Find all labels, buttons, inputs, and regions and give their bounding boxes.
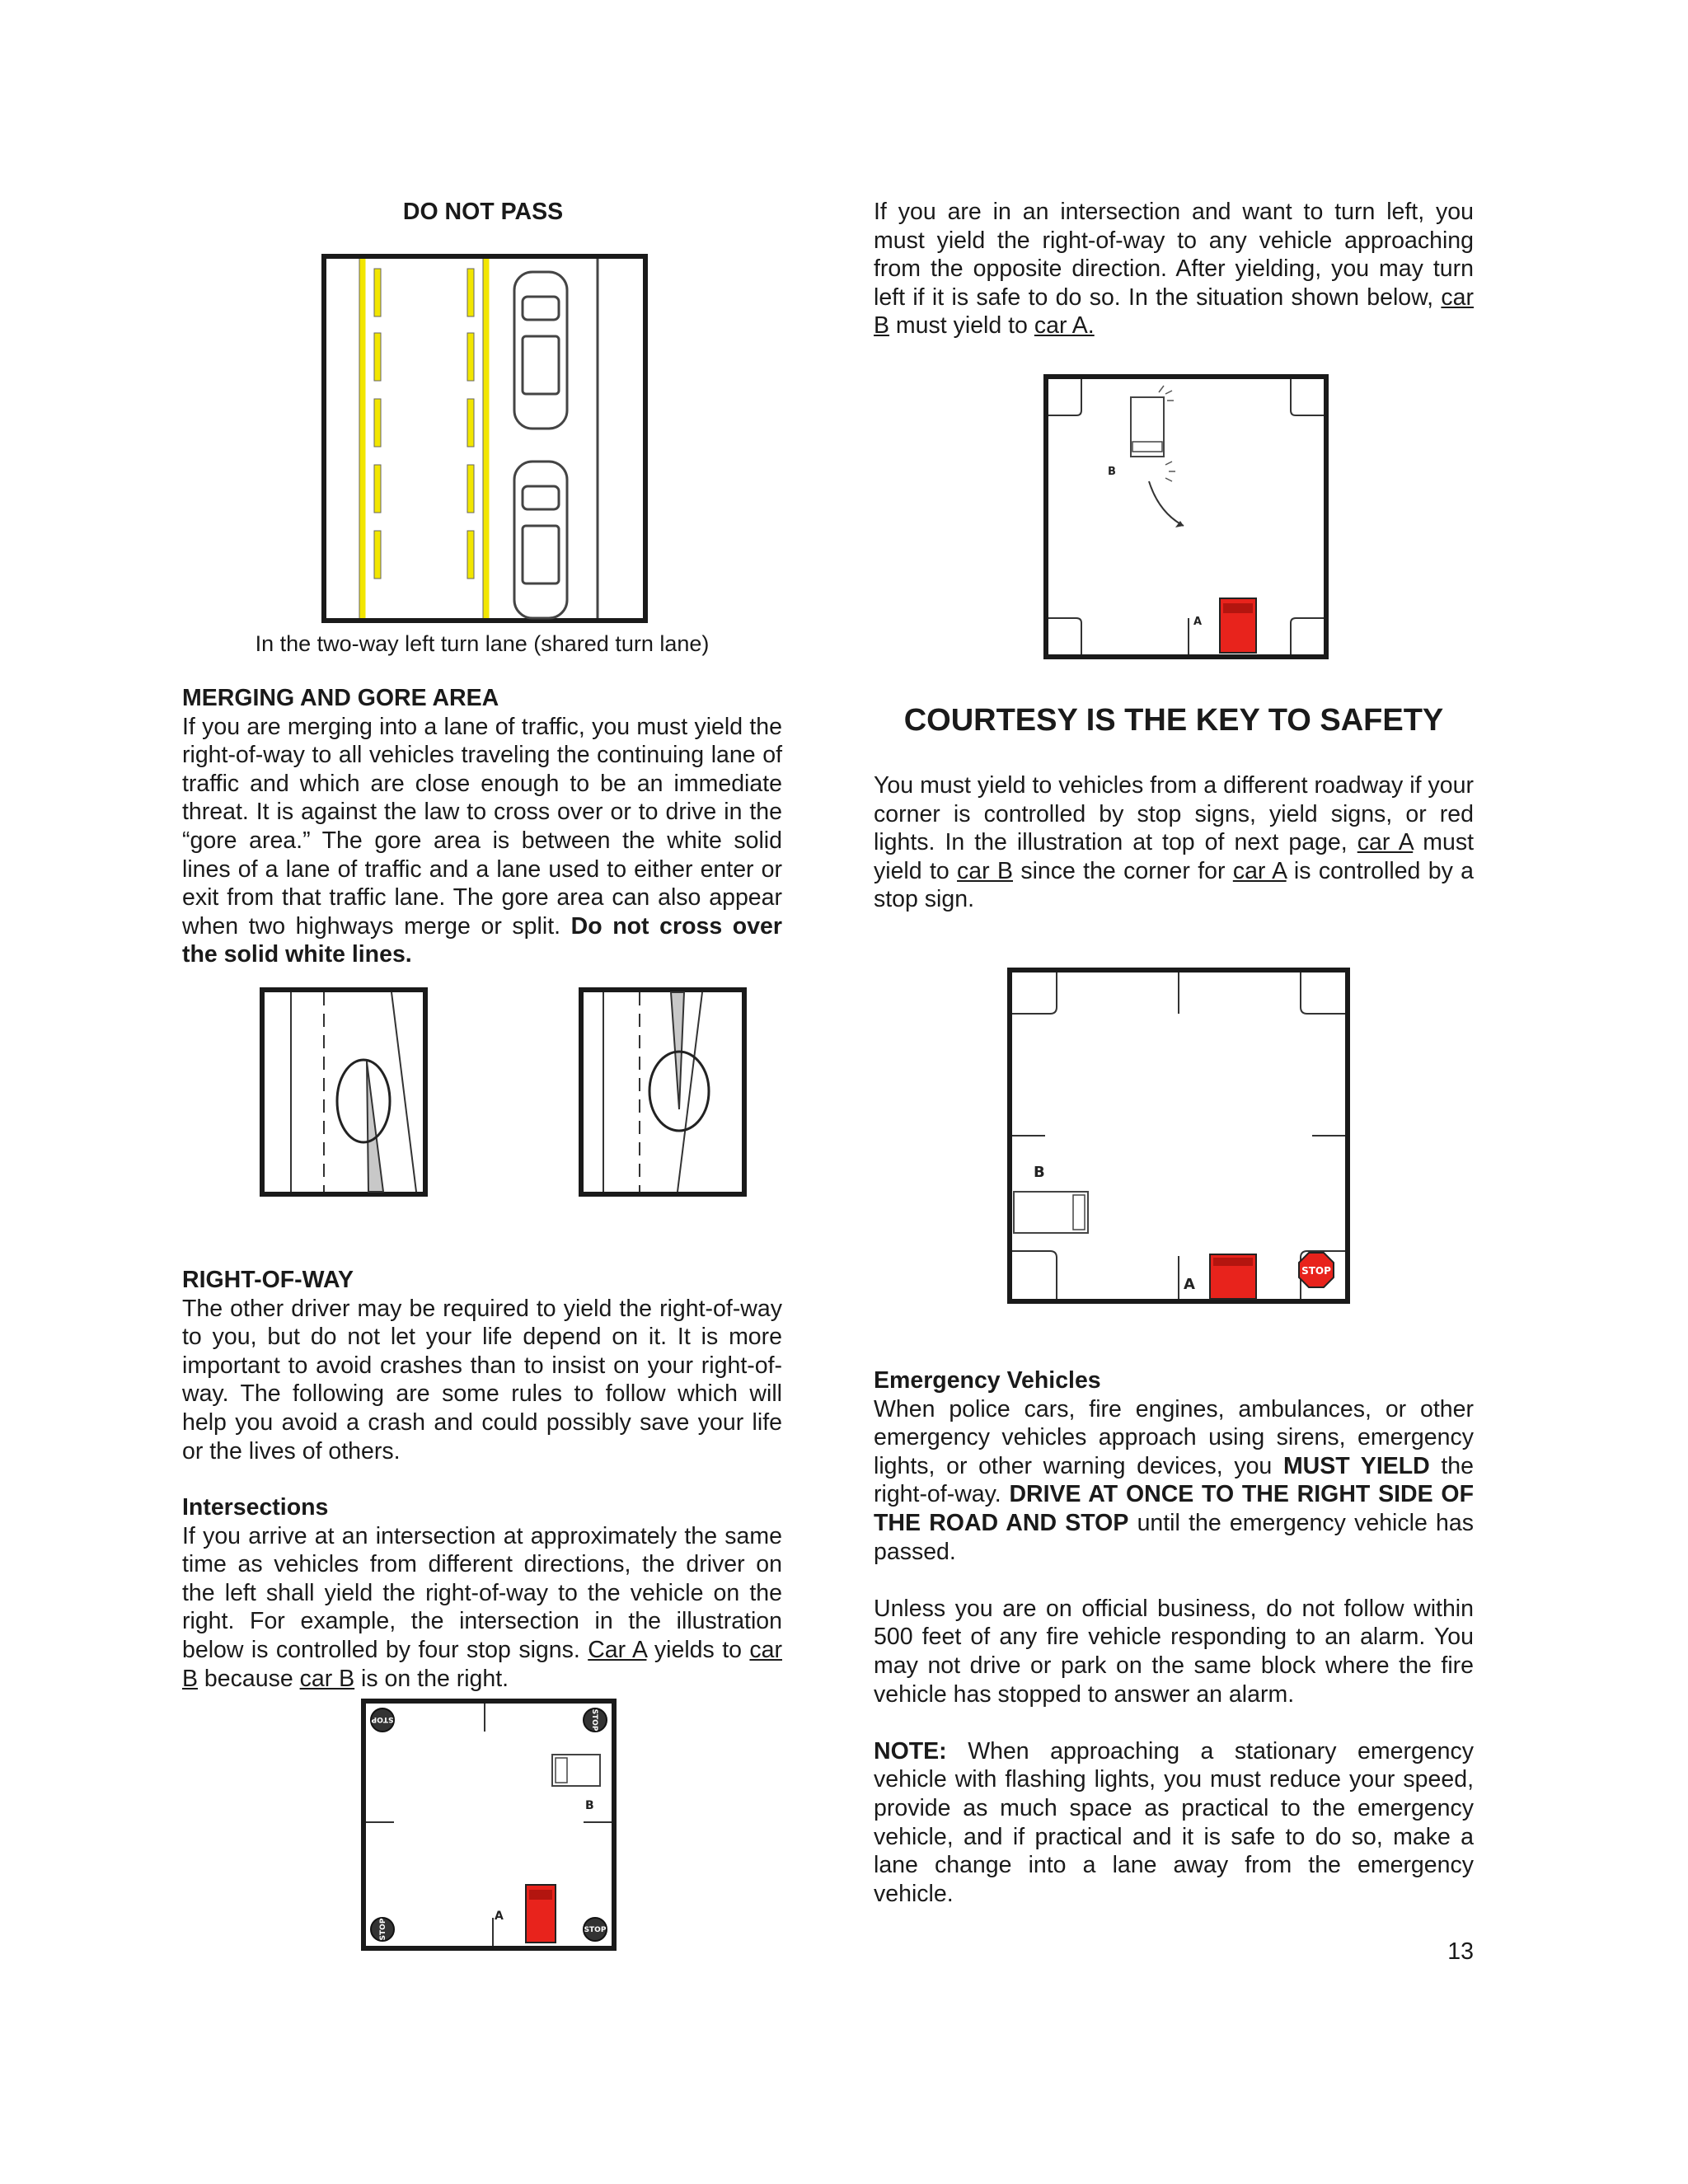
fire-vehicle-paragraph: Unless you are on official business, do not follow within 500 feet of any fire vehicle responding to an alarm. You may not drive or park on the same block where the fire vehicle has stopped to answer an alarm. [874,1595,1474,1708]
left-turn-paragraph [874,198,1474,340]
car-b-label: B [585,1799,594,1812]
gore-area-figure-left [260,987,428,1197]
left-turn-body: If you are in an intersection and want to turn left, you must yield the right-of-way to any vehicle approaching from the opposite direction. After yielding, you may turn left if it is safe to do so. In the situation shown below, [874,199,1474,311]
stop-sign-label: STOP [590,1708,598,1732]
do-not-pass-title: DO NOT PASS [402,199,564,225]
car-a-label: A [1193,616,1203,628]
stop-sign-label: STOP [379,1918,387,1941]
page-number: 13 [1447,1938,1474,1965]
stop-sign-label: STOP [1301,1265,1331,1277]
intersections-text: because [198,1665,300,1692]
stop-corner-figure [1007,968,1350,1304]
emergency-text: When police cars, fire engines, ambulances, or other emergency vehicles approach using sirens, emergency lights, or other warning devices, you [874,1395,1474,1479]
car-b-label: B [1108,466,1116,478]
four-way-stop-figure [361,1699,617,1951]
right-of-way-body: The other driver may be required to yield the right-of-way to you, but do not let your life depend on it. It is more important to avoid crashes than to insist on your right-of-way. The following are some rules to follow which will help you avoid a crash and could possibly save your life or the lives of others. [182,1295,782,1465]
drive-right-text: DRIVE AT ONCE TO THE RIGHT SIDE OF THE ROAD AND STOP [874,1481,1474,1536]
emergency-text: until the emergency vehicle has passed. [874,1509,1474,1565]
intersections-body: If you arrive at an intersection at approximately the same time as vehicles from different directions, the driver on the left shall yield the right-of-way to the vehicle on the right. For example, the intersection in the illustration below is controlled by four stop signs. [182,1522,782,1663]
right-of-way-section [182,1266,782,1465]
merging-heading: MERGING AND GORE AREA [182,685,499,711]
car-b-link-text: car B [182,1636,782,1692]
merging-section [182,684,782,969]
emergency-heading: Emergency Vehicles [874,1367,1101,1394]
do-not-pass-caption: In the two-way left turn lane (shared turn lane) [255,631,710,656]
must-yield-text: MUST YIELD [1282,1452,1430,1479]
car-b-link-text: car B [299,1665,355,1692]
left-turn-text: must yield to [889,312,1034,340]
intersections-section [182,1493,782,1693]
note-body: When approaching a stationary emergency vehicle with flashing lights, you must reduce your speed, provide as much space as practical to the emergency vehicle, and if practical and it is safe to do so, make a lane change into a lane away from the emergency vehicle. [874,1737,1474,1907]
car-a-label: A [1184,1276,1195,1293]
courtesy-text: is controlled by a stop sign. [874,857,1474,913]
car-b-link-text: car B [874,284,1474,340]
merging-bold-tail: Do not cross over the solid white lines. [182,912,782,968]
car-a-link-text: car A [1232,857,1287,884]
stop-sign-label: STOP [371,1715,394,1723]
courtesy-text: since the corner for [1020,857,1226,884]
courtesy-paragraph [874,771,1474,914]
emergency-section [874,1366,1474,1908]
merging-body: If you are merging into a lane of traffic, you must yield the right-of-way to all vehicles traveling the continuing lane of traffic and which are close enough to be an immediate threat. It is against the law to cross over or to drive in the “gore area.” The gore area is between the white solid lines of a lane of traffic and a lane used to either enter or exit from that traffic lane. The gore area can also appear when two highways merge or split. [182,713,782,940]
left-turn-figure [1043,374,1329,659]
note-label: NOTE: [874,1737,947,1765]
courtesy-body: You must yield to vehicles from a different roadway if your corner is controlled by stop signs, yield signs, or red lights. In the illustration at top of next page, [874,772,1474,856]
car-b-label: B [1034,1164,1045,1181]
courtesy-text: must yield to [874,829,1474,884]
do-not-pass-figure [321,254,648,623]
car-a-link-text: car A [1357,829,1414,856]
gore-area-figure-right [579,987,747,1197]
courtesy-title: COURTESY IS THE KEY TO SAFETY [903,703,1444,738]
intersections-text: yields to [646,1636,750,1663]
intersections-text: is on the right. [354,1665,509,1692]
right-of-way-heading: RIGHT-OF-WAY [182,1267,354,1293]
car-a-link-text: Car A [588,1636,647,1663]
intersections-heading: Intersections [182,1494,329,1521]
car-a-link-text: car A. [1034,312,1095,340]
car-a-label: A [495,1910,504,1923]
car-b-link-text: car B [957,857,1013,884]
stop-sign-label: STOP [584,1926,607,1934]
emergency-text: the right-of-way. [874,1452,1474,1508]
